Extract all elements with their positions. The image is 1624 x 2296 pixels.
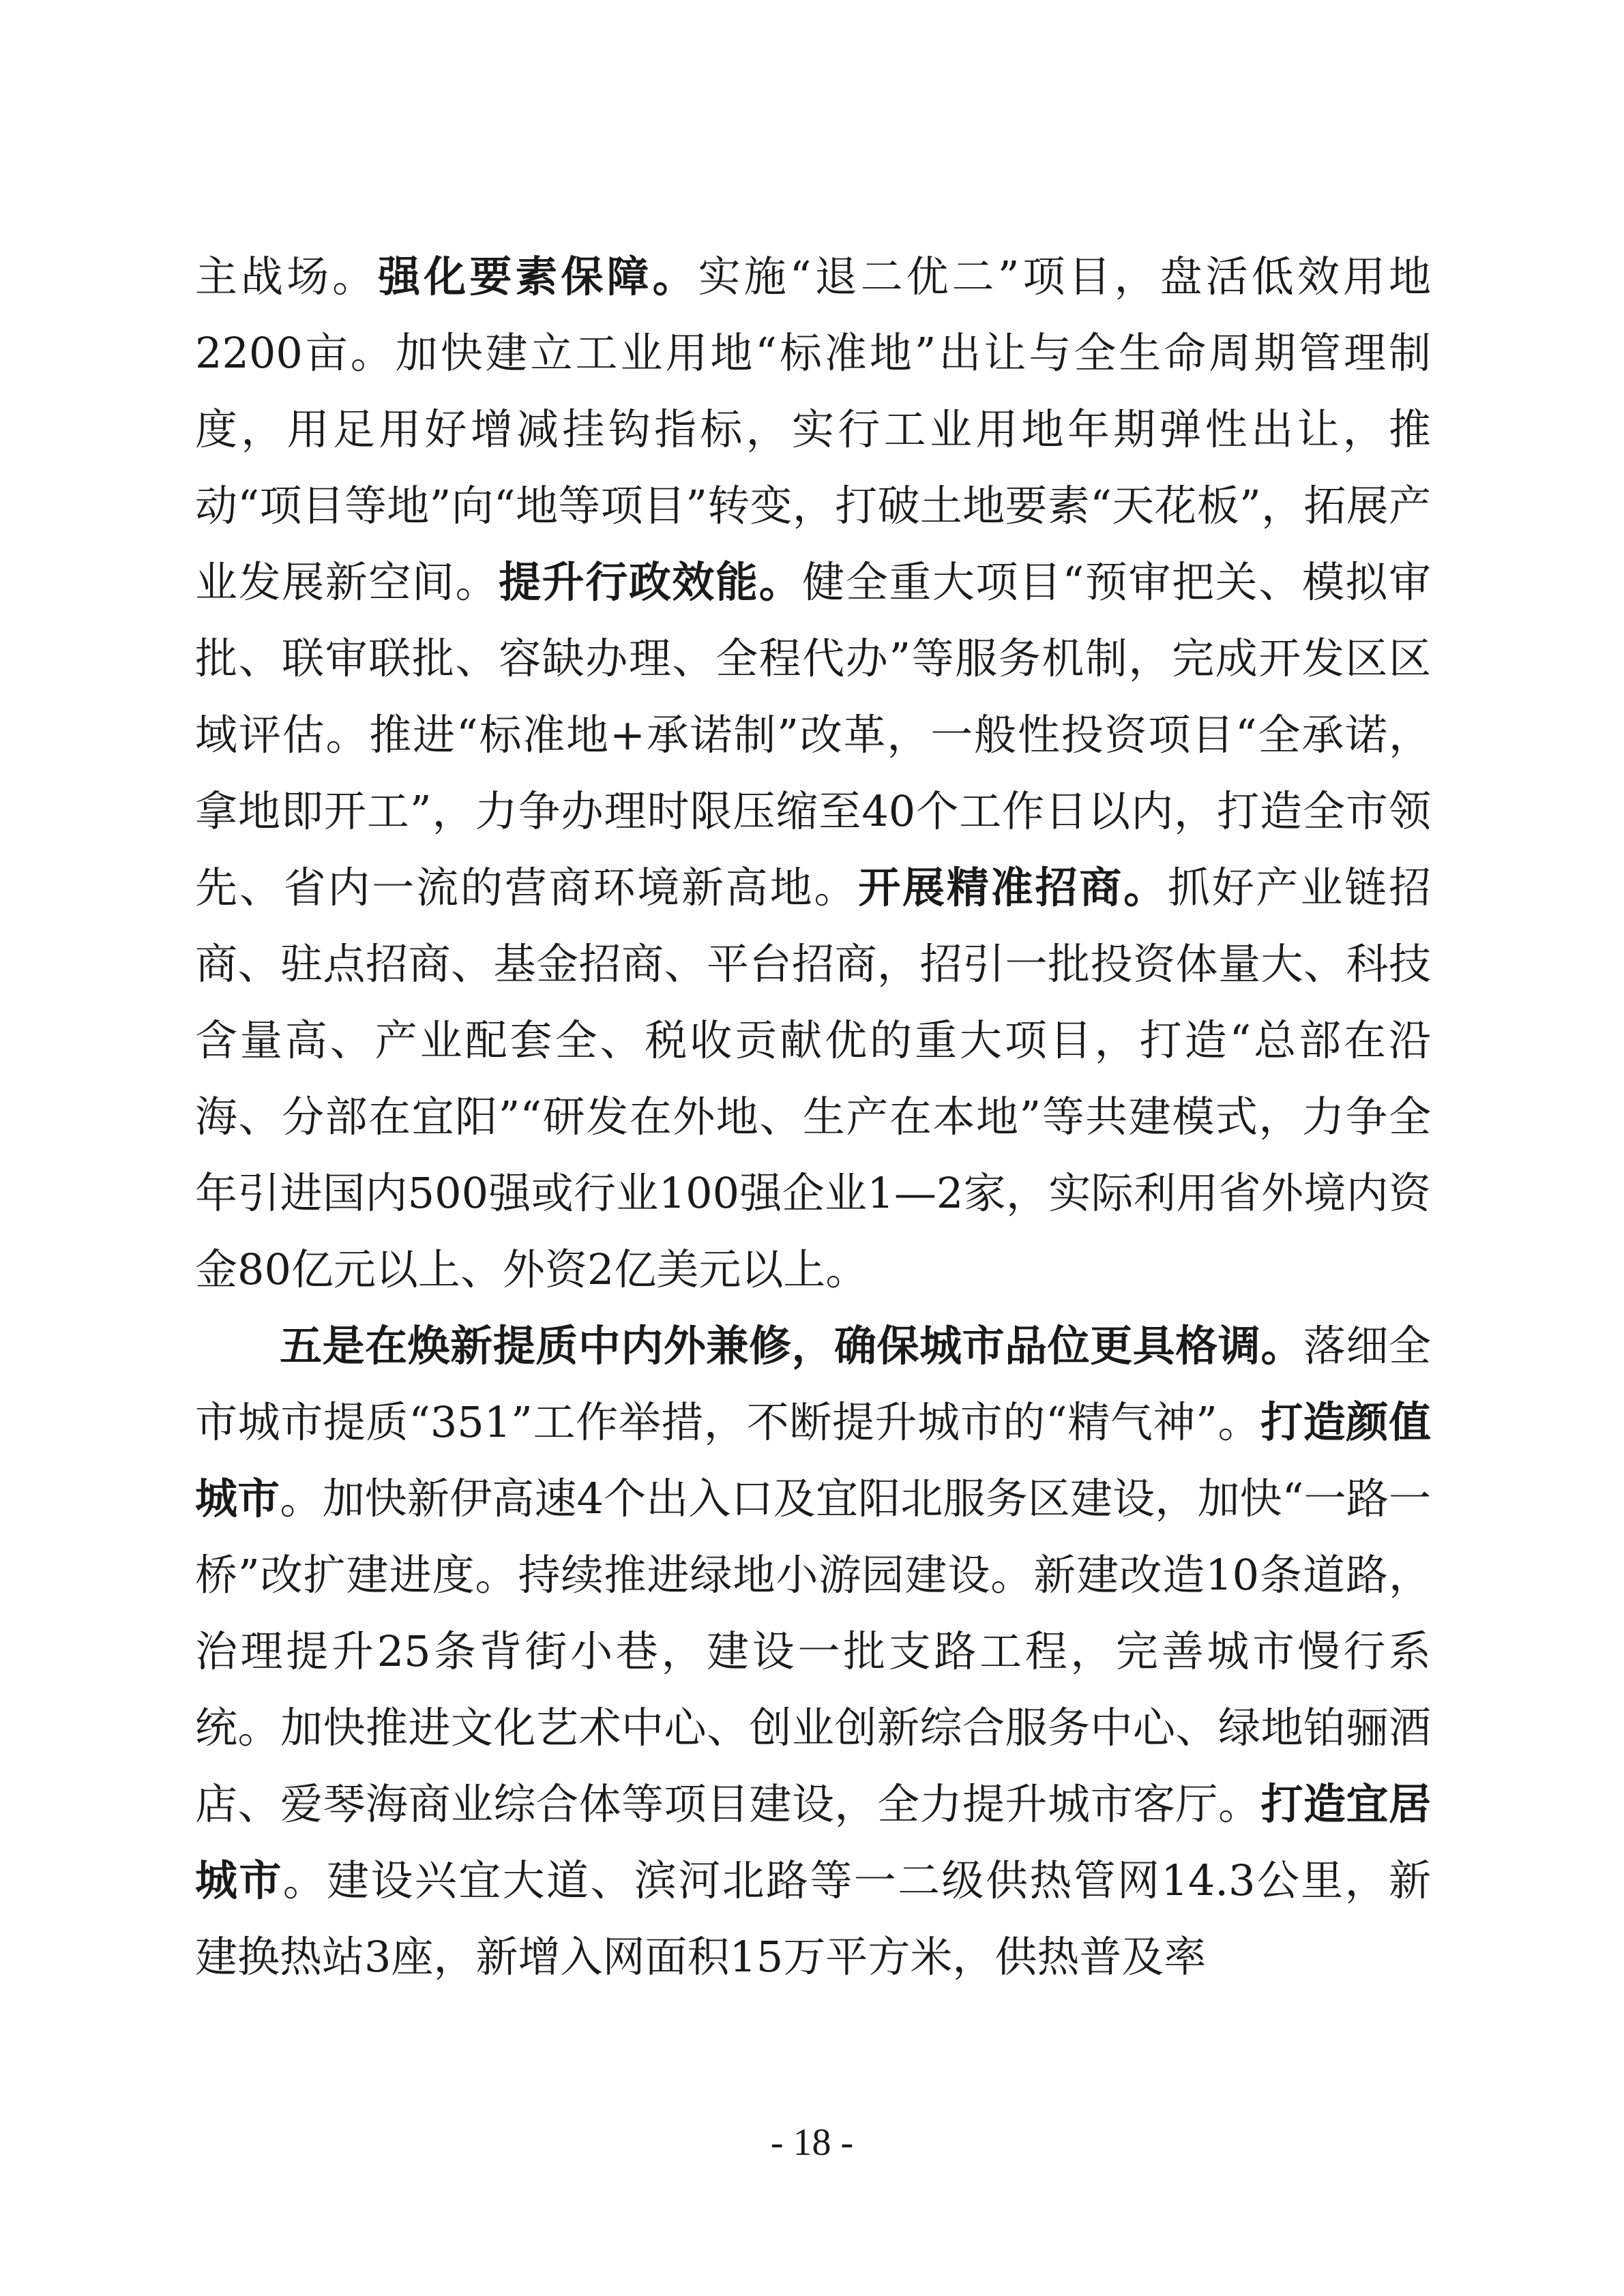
text-run: 。加快新伊高速4个出入口及宜阳北服务区建设，加快“一路一桥”改扩建进度。持续推进绿地小游园建设。新建改造10条道路，治理提升25条背街小巷，建设一批支路工程，完善城市慢行系统。加快推进文化艺术中心、创业创新综合服务中心、绿地铂骊酒店、爱琴海商业综合体等项目建设，全力提升城市客厅。 (195, 1474, 1431, 1829)
paragraph (195, 239, 1431, 1308)
text-run: 主战场。 (195, 252, 379, 301)
paragraph (195, 1308, 1431, 1995)
bold-heading-run: 开展精准招商。 (858, 863, 1168, 912)
bold-heading-run: 强化要素保障。 (378, 252, 698, 301)
body-text (195, 239, 1431, 1995)
text-run: 实施“退二优二”项目，盘活低效用地2200亩。加快建立工业用地“标准地”出让与全生命周期管理制度，用足用好增减挂钩指标，实行工业用地年期弹性出让，推动“项目等地”向“地等项目”转变，打破土地要素“天花板”，拓展产业发展新空间。 (195, 252, 1431, 607)
bold-heading-run: 打造宜居城市 (195, 1779, 1431, 1905)
bold-heading-run: 打造颜值城市 (195, 1397, 1431, 1523)
text-run: 。建设兴宜大道、滨河北路等一二级供热管网14.3公里，新建换热站3座，新增入网面积15万平方米，供热普及率 (195, 1855, 1431, 1982)
text-run: 落细全市城市提质“351”工作举措，不断提升城市的“精气神”。 (195, 1321, 1431, 1447)
bold-heading-run: 提升行政效能。 (499, 557, 803, 607)
text-run: 抓好产业链招商、驻点招商、基金招商、平台招商，招引一批投资体量大、科技含量高、产业配套全、税收贡献优的重大项目，打造“总部在沿海、分部在宜阳”“研发在外地、生产在本地”等共建模式，力争全年引进国内500强或行业100强企业1—2家，实际利用省外境内资金80亿元以上、外资2亿美元以上。 (195, 863, 1431, 1294)
bold-heading-run: 五是在焕新提质中内外兼修，确保城市品位更具格调。 (280, 1321, 1303, 1371)
text-run: 健全重大项目“预审把关、模拟审批、联审联批、容缺办理、全程代办”等服务机制，完成开发区区域评估。推进“标准地+承诺制”改革，一般性投资项目“全承诺，拿地即开工”，力争办理时限压缩至40个工作日以内，打造全市领先、省内一流的营商环境新高地。 (195, 557, 1431, 912)
page-number: - 18 - (770, 2121, 854, 2164)
